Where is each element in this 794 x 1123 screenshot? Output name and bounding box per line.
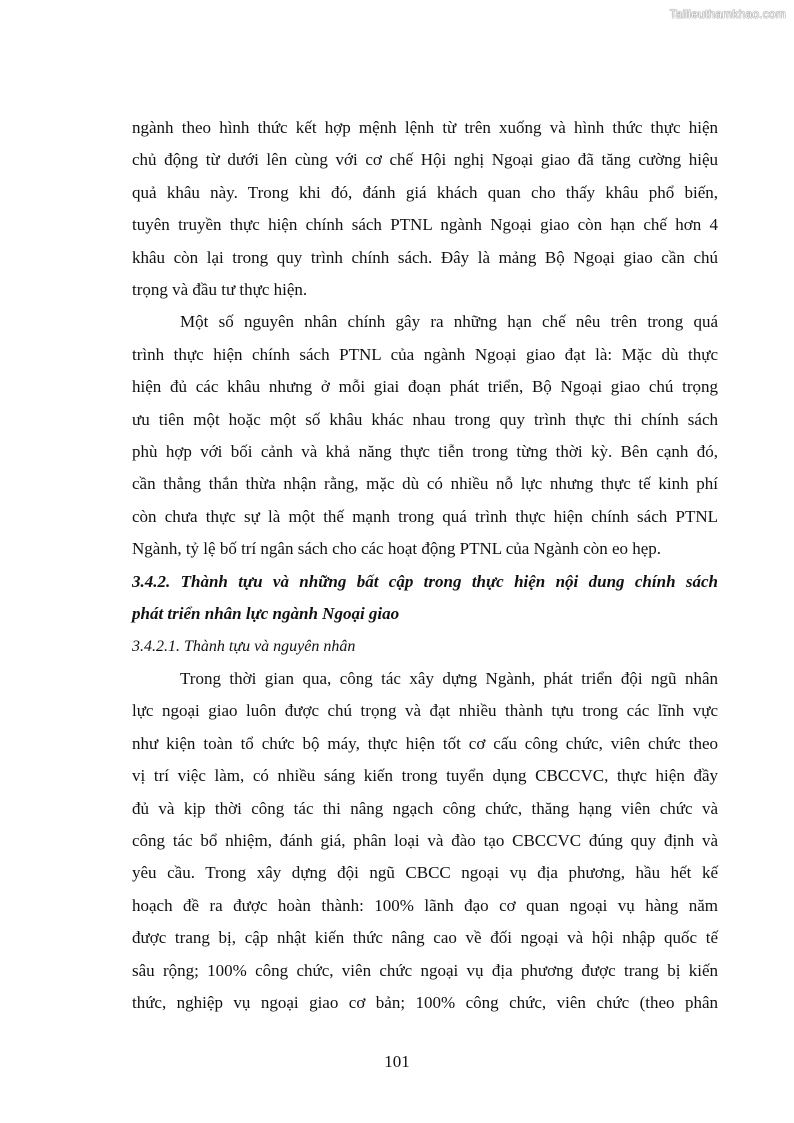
watermark: Tailieuthamkhao.com [669,7,786,21]
text-line: phù hợp với bối cảnh và khả năng thực tiễn trong từng thời kỳ. Bên cạnh đó, [132,442,718,462]
section-heading [132,566,718,631]
text-line: hoạch đề ra được hoàn thành: 100% lãnh đạo cơ quan ngoại vụ hàng năm [132,895,718,915]
text-line: ngành theo hình thức kết hợp mệnh lệnh từ trên xuống và hình thức thực hiện [132,118,718,137]
page-number: 101 [384,1052,410,1071]
paragraph-1 [132,112,718,306]
text-line: Một số nguyên nhân chính gây ra những hạn chế nêu trên trong quá [180,312,718,332]
paragraph-3 [132,663,718,1019]
heading-line: phát triển nhân lực ngành Ngoại giao [132,604,400,624]
text-line: cần thẳng thắn thừa nhận rằng, mặc dù có nhiều nỗ lực nhưng thực tế kinh phí [132,474,718,494]
text-line: vị trí việc làm, có nhiều sáng kiến trong tuyển dụng CBCCVC, thực hiện đầy [132,766,718,786]
text-line: tuyên truyền thực hiện chính sách PTNL ngành Ngoại giao còn hạn chế hơn 4 [132,215,718,235]
text-line: trọng và đầu tư thực hiện. [132,280,308,300]
subheading-line: 3.4.2.1. Thành tựu và nguyên nhân [132,637,356,655]
subsection-heading [132,631,718,663]
text-line: Ngành, tỷ lệ bố trí ngân sách cho các hoạt động PTNL của Ngành còn eo hẹp. [132,539,662,559]
text-line: công tác bổ nhiệm, đánh giá, phân loại và đào tạo CBCCVC đúng quy định và [132,830,718,850]
heading-line: 3.4.2. Thành tựu và những bất cập trong thực hiện nội dung chính sách [132,571,718,591]
text-line: như kiện toàn tổ chức bộ máy, thực hiện tốt cơ cấu công chức, viên chức theo [132,733,718,753]
text-line: Trong thời gian qua, công tác xây dựng Ngành, phát triển đội ngũ nhân [180,668,718,688]
text-line: lực ngoại giao luôn được chú trọng và đạt nhiều thành tựu trong các lĩnh vực [132,701,718,721]
text-line: ưu tiên một hoặc một số khâu khác nhau trong quy trình thực thi chính sách [132,409,718,429]
text-line: trình thực hiện chính sách PTNL của ngành Ngoại giao đạt là: Mặc dù thực [132,344,718,364]
text-line: khâu còn lại trong quy trình chính sách. Đây là mảng Bộ Ngoại giao cần chú [132,247,718,267]
text-line: chủ động từ dưới lên cùng với cơ chế Hội nghị Ngoại giao đã tăng cường hiệu [132,150,718,170]
text-line: quả khâu này. Trong khi đó, đánh giá khách quan cho thấy khâu phổ biến, [132,182,718,202]
text-line: yêu cầu. Trong xây dựng đội ngũ CBCC ngoại vụ địa phương, hầu hết kế [132,863,718,883]
text-line: thức, nghiệp vụ ngoại giao cơ bản; 100% công chức, viên chức (theo phân [132,992,718,1012]
document-body [132,112,718,1019]
text-line: đủ và kịp thời công tác thi nâng ngạch công chức, thăng hạng viên chức và [132,798,718,818]
paragraph-2 [132,306,718,565]
text-line: sâu rộng; 100% công chức, viên chức ngoại vụ địa phương được trang bị kiến [132,960,718,980]
text-line: được trang bị, cập nhật kiến thức nâng cao về đối ngoại và hội nhập quốc tế [132,928,718,948]
text-line: còn chưa thực sự là một thế mạnh trong quá trình thực hiện chính sách PTNL [132,506,718,526]
text-line: hiện đủ các khâu nhưng ở mỗi giai đoạn phát triển, Bộ Ngoại giao chú trọng [132,377,718,397]
